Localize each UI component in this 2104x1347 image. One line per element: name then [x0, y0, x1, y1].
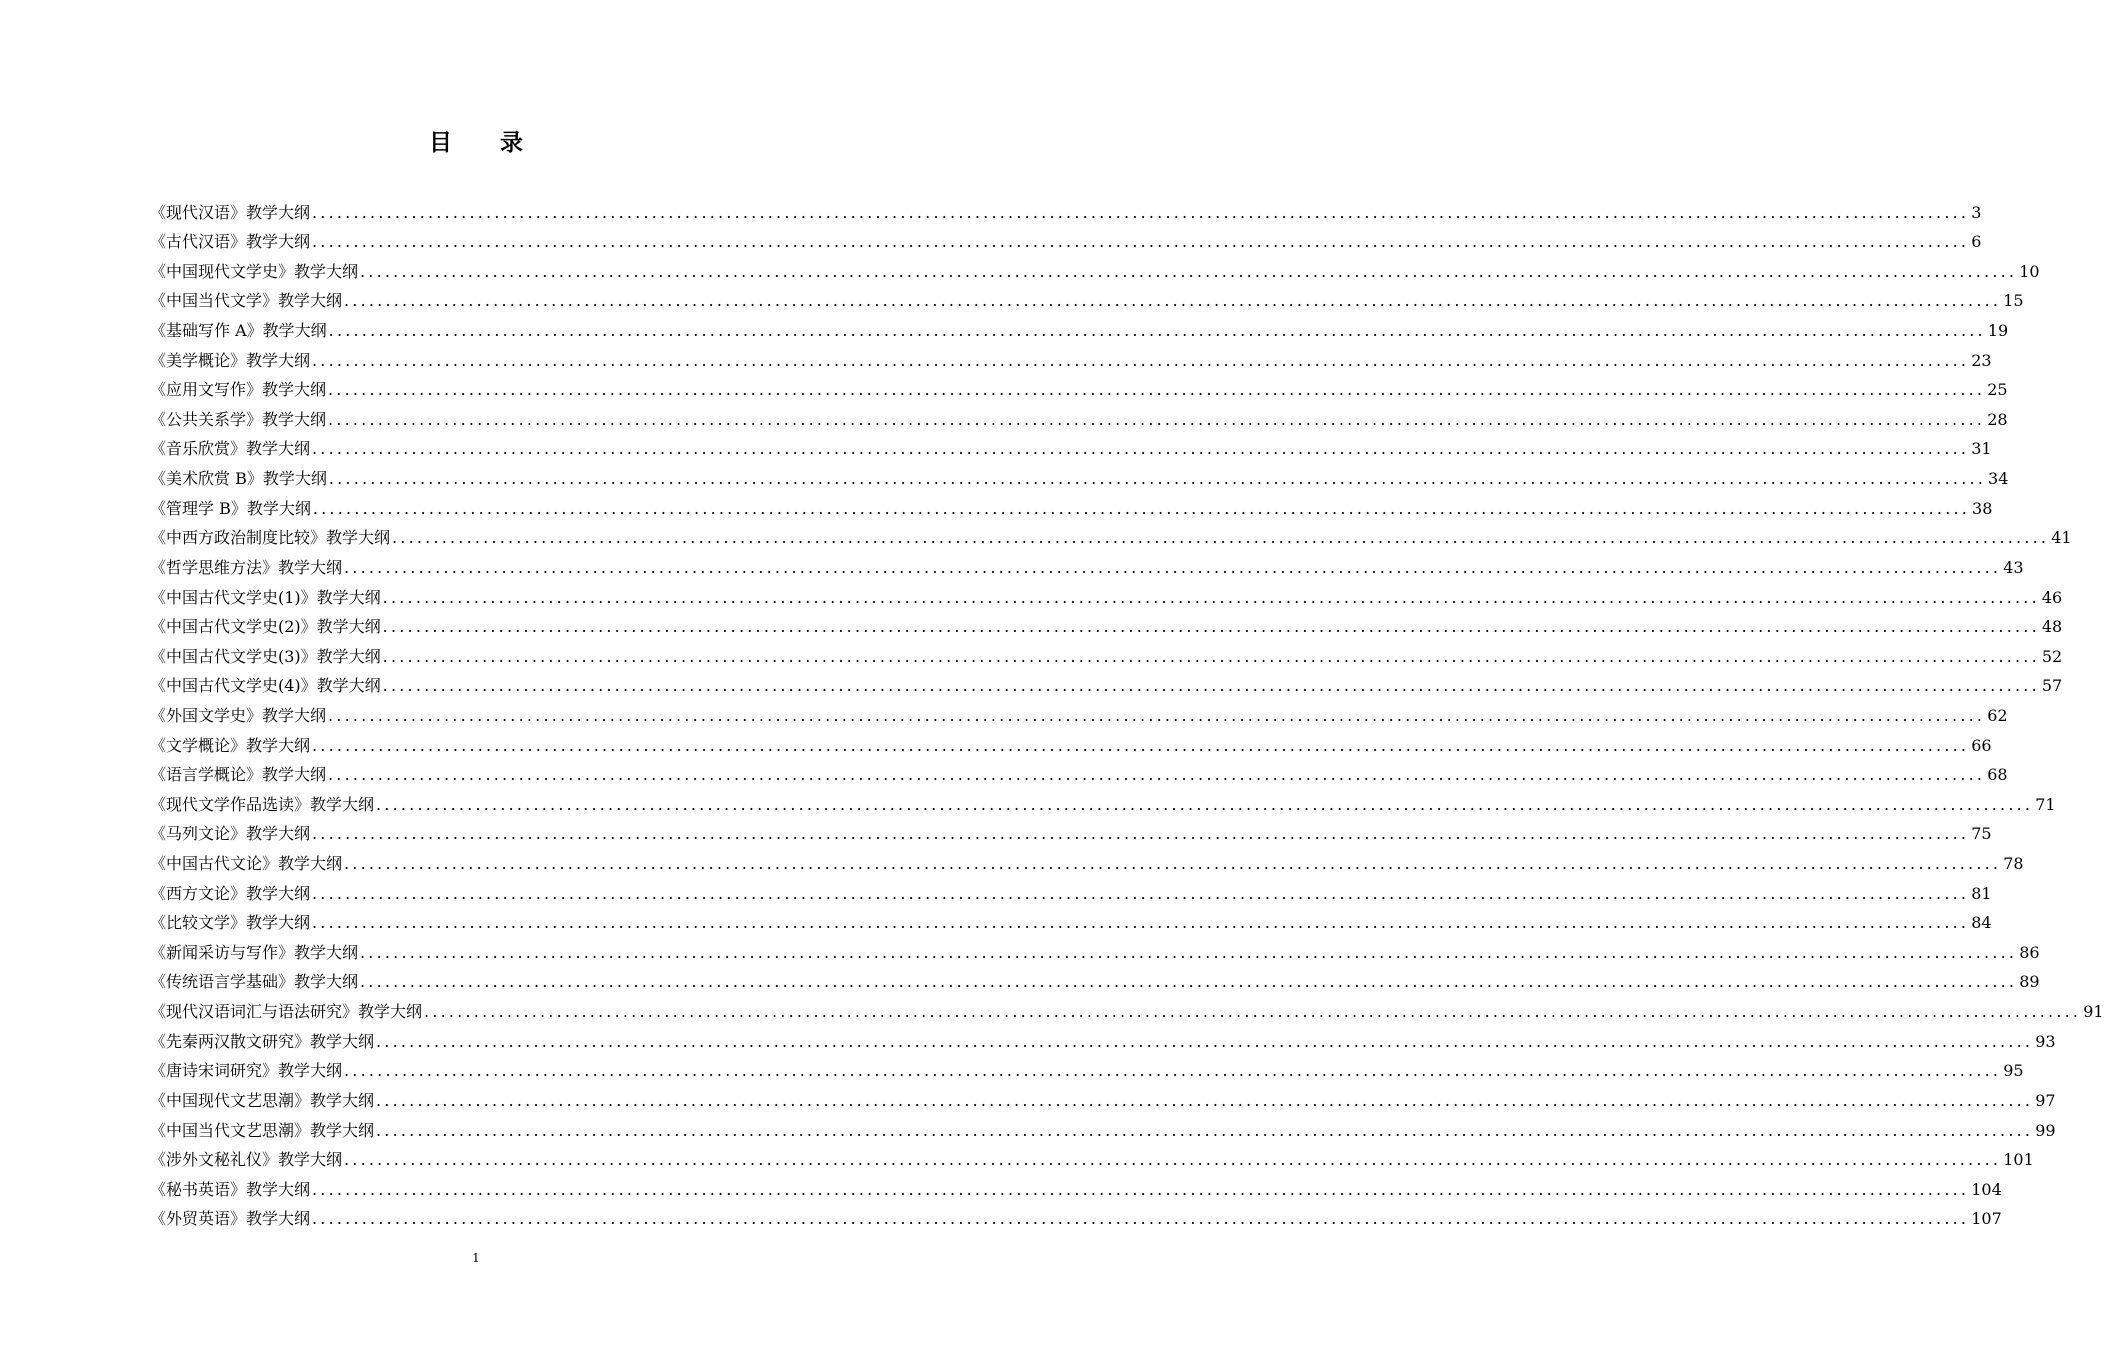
dot-leader: ........................................................................................................................................................................................................: [328, 321, 1986, 341]
dot-leader: ........................................................................................................................................................................................................: [344, 557, 2002, 577]
toc-entry[interactable]: [150, 1111, 2056, 1141]
dot-leader: ........................................................................................................................................................................................................: [360, 972, 2018, 992]
dot-leader: ........................................................................................................................................................................................................: [360, 261, 2018, 281]
dot-leader: ........................................................................................................................................................................................................: [312, 735, 1970, 755]
toc-entry[interactable]: [150, 1200, 2002, 1230]
toc-entry-label: 《美学概论》教学大纲: [150, 350, 311, 370]
toc-entry-label: 《现代汉语词汇与语法研究》教学大纲: [150, 1002, 423, 1022]
toc-entry[interactable]: [150, 193, 1982, 223]
dot-leader: ........................................................................................................................................................................................................: [312, 1209, 1970, 1229]
toc-entry[interactable]: [150, 608, 2063, 638]
toc-entry[interactable]: [150, 400, 2008, 430]
toc-entry-label: 《马列文论》教学大纲: [150, 824, 311, 844]
toc-entry-label: 《唐诗宋词研究》教学大纲: [150, 1061, 343, 1081]
dot-leader: ........................................................................................................................................................................................................: [312, 350, 1970, 370]
toc-entry-page-number: 41: [2051, 528, 2072, 548]
page-number: 1: [472, 1251, 480, 1265]
dot-leader: ........................................................................................................................................................................................................: [382, 587, 2040, 607]
table-of-contents: [150, 193, 2104, 1229]
toc-entry-label: 《中国现代文艺思潮》教学大纲: [150, 1090, 375, 1110]
toc-entry[interactable]: [150, 815, 1992, 845]
toc-entry-page-number: 91: [2083, 1002, 2104, 1022]
dot-leader: ........................................................................................................................................................................................................: [312, 883, 1970, 903]
toc-entry-label: 《中国古代文学史(4)》教学大纲: [150, 676, 381, 696]
dot-leader: ........................................................................................................................................................................................................: [312, 232, 1970, 252]
dot-leader: ........................................................................................................................................................................................................: [382, 646, 2040, 666]
toc-entry-page-number: 52: [2041, 646, 2063, 666]
toc-entry[interactable]: [150, 756, 2008, 786]
toc-entry-page-number: 89: [2019, 972, 2040, 992]
dot-leader: ........................................................................................................................................................................................................: [344, 291, 2002, 311]
dot-leader: ........................................................................................................................................................................................................: [328, 380, 1986, 400]
toc-entry-label: 《公共关系学》教学大纲: [150, 409, 327, 429]
toc-entry-page-number: 107: [1971, 1209, 2002, 1229]
toc-entry-page-number: 75: [1971, 824, 1992, 844]
toc-entry[interactable]: [150, 785, 2056, 815]
toc-entry-page-number: 6: [1971, 232, 1982, 252]
toc-entry-page-number: 10: [2019, 261, 2040, 281]
toc-entry-label: 《语言学概论》教学大纲: [150, 765, 327, 785]
toc-entry-label: 《基础写作 A》教学大纲: [150, 321, 327, 341]
toc-entry-page-number: 84: [1971, 913, 1992, 933]
toc-entry-page-number: 81: [1971, 883, 1992, 903]
toc-entry-label: 《传统语言学基础》教学大纲: [150, 972, 359, 992]
toc-entry[interactable]: [150, 933, 2040, 963]
toc-entry[interactable]: [150, 519, 2072, 549]
toc-entry-label: 《文学概论》教学大纲: [150, 735, 311, 755]
toc-entry[interactable]: [150, 282, 2024, 312]
toc-entry-page-number: 86: [2019, 942, 2040, 962]
dot-leader: ........................................................................................................................................................................................................: [376, 1031, 2034, 1051]
dot-leader: ........................................................................................................................................................................................................: [376, 1120, 2034, 1140]
dot-leader: ........................................................................................................................................................................................................: [328, 409, 1986, 429]
toc-entry-label: 《先秦两汉散文研究》教学大纲: [150, 1031, 375, 1051]
toc-entry[interactable]: [150, 963, 2040, 993]
toc-entry-label: 《中西方政治制度比较》教学大纲: [150, 528, 391, 548]
toc-entry-page-number: 78: [2003, 854, 2024, 874]
toc-entry[interactable]: [150, 904, 1992, 934]
dot-leader: ........................................................................................................................................................................................................: [392, 528, 2050, 548]
toc-entry[interactable]: [150, 578, 2063, 608]
toc-entry[interactable]: [150, 992, 2104, 1022]
toc-entry-page-number: 19: [1987, 321, 2009, 341]
toc-entry-page-number: 62: [1987, 705, 2008, 725]
toc-entry-page-number: 57: [2041, 676, 2063, 696]
toc-entry-page-number: 99: [2035, 1120, 2056, 1140]
toc-entry[interactable]: [150, 311, 2009, 341]
toc-entry-page-number: 15: [2003, 291, 2024, 311]
toc-entry[interactable]: [150, 459, 2009, 489]
dot-leader: ........................................................................................................................................................................................................: [344, 854, 2002, 874]
toc-entry[interactable]: [150, 1022, 2056, 1052]
toc-entry-label: 《新闻采访与写作》教学大纲: [150, 942, 359, 962]
toc-entry[interactable]: [150, 371, 2008, 401]
toc-entry-page-number: 97: [2035, 1090, 2056, 1110]
toc-entry-label: 《管理学 B》教学大纲: [150, 498, 311, 518]
dot-leader: ........................................................................................................................................................................................................: [360, 942, 2018, 962]
toc-entry-label: 《中国当代文学》教学大纲: [150, 291, 343, 311]
toc-entry-page-number: 23: [1971, 350, 1992, 370]
toc-entry-label: 《现代文学作品选读》教学大纲: [150, 794, 375, 814]
toc-entry-label: 《中国古代文学史(1)》教学大纲: [150, 587, 381, 607]
toc-entry-label: 《哲学思维方法》教学大纲: [150, 557, 343, 577]
toc-entry-page-number: 3: [1971, 202, 1982, 222]
toc-entry-page-number: 71: [2035, 794, 2056, 814]
toc-entry[interactable]: [150, 696, 2008, 726]
toc-entry-label: 《应用文写作》教学大纲: [150, 380, 327, 400]
dot-leader: ........................................................................................................................................................................................................: [312, 202, 1970, 222]
dot-leader: ........................................................................................................................................................................................................: [312, 824, 1970, 844]
toc-entry[interactable]: [150, 874, 1992, 904]
toc-entry-label: 《外国文学史》教学大纲: [150, 705, 327, 725]
toc-entry[interactable]: [150, 844, 2024, 874]
dot-leader: ........................................................................................................................................................................................................: [328, 469, 1987, 489]
toc-entry-page-number: 31: [1971, 439, 1992, 459]
toc-entry-label: 《现代汉语》教学大纲: [150, 202, 311, 222]
toc-entry-label: 《中国古代文学史(2)》教学大纲: [150, 617, 381, 637]
toc-entry[interactable]: [150, 1052, 2024, 1082]
dot-leader: ........................................................................................................................................................................................................: [382, 676, 2040, 696]
toc-entry-label: 《中国当代文艺思潮》教学大纲: [150, 1120, 375, 1140]
toc-entry[interactable]: [150, 430, 1992, 460]
toc-entry-label: 《外贸英语》教学大纲: [150, 1209, 311, 1229]
dot-leader: ........................................................................................................................................................................................................: [376, 794, 2034, 814]
toc-entry-page-number: 28: [1987, 409, 2008, 429]
dot-leader: ........................................................................................................................................................................................................: [312, 498, 1971, 518]
toc-entry-page-number: 34: [1988, 469, 2009, 489]
toc-entry-page-number: 66: [1971, 735, 1992, 755]
toc-entry[interactable]: [150, 1081, 2056, 1111]
toc-entry[interactable]: [150, 489, 1993, 519]
toc-entry-page-number: 101: [2003, 1150, 2034, 1170]
page-title: 目 录: [428, 130, 543, 156]
toc-entry-page-number: 46: [2041, 587, 2063, 607]
toc-entry-label: 《西方文论》教学大纲: [150, 883, 311, 903]
toc-entry[interactable]: [150, 1141, 2034, 1171]
toc-entry[interactable]: [150, 341, 1992, 371]
toc-entry-page-number: 93: [2035, 1031, 2056, 1051]
dot-leader: ........................................................................................................................................................................................................: [376, 1090, 2034, 1110]
dot-leader: ........................................................................................................................................................................................................: [312, 439, 1970, 459]
toc-entry-label: 《涉外文秘礼仪》教学大纲: [150, 1150, 343, 1170]
toc-entry-label: 《中国古代文学史(3)》教学大纲: [150, 646, 381, 666]
toc-entry[interactable]: [150, 637, 2063, 667]
toc-entry-page-number: 95: [2003, 1061, 2024, 1081]
dot-leader: ........................................................................................................................................................................................................: [328, 705, 1986, 725]
toc-entry[interactable]: [150, 252, 2040, 282]
dot-leader: ........................................................................................................................................................................................................: [344, 1061, 2002, 1081]
dot-leader: ........................................................................................................................................................................................................: [312, 913, 1970, 933]
toc-entry-label: 《秘书英语》教学大纲: [150, 1179, 311, 1199]
toc-entry[interactable]: [150, 726, 1992, 756]
toc-entry-page-number: 38: [1972, 498, 1993, 518]
toc-entry-label: 《中国古代文论》教学大纲: [150, 854, 343, 874]
toc-entry-label: 《古代汉语》教学大纲: [150, 232, 311, 252]
toc-entry-page-number: 68: [1987, 765, 2008, 785]
toc-entry-label: 《比较文学》教学大纲: [150, 913, 311, 933]
toc-entry[interactable]: [150, 223, 1982, 253]
toc-entry[interactable]: [150, 548, 2024, 578]
dot-leader: ........................................................................................................................................................................................................: [328, 765, 1986, 785]
toc-entry-page-number: 48: [2041, 617, 2063, 637]
toc-entry[interactable]: [150, 667, 2063, 697]
toc-entry[interactable]: [150, 1170, 2002, 1200]
toc-entry-label: 《中国现代文学史》教学大纲: [150, 261, 359, 281]
toc-entry-page-number: 43: [2003, 557, 2024, 577]
toc-entry-label: 《音乐欣赏》教学大纲: [150, 439, 311, 459]
toc-entry-page-number: 25: [1987, 380, 2008, 400]
dot-leader: ........................................................................................................................................................................................................: [382, 617, 2040, 637]
dot-leader: ........................................................................................................................................................................................................: [344, 1150, 2002, 1170]
toc-entry-label: 《美术欣赏 B》教学大纲: [150, 469, 327, 489]
dot-leader: ........................................................................................................................................................................................................: [424, 1002, 2082, 1022]
dot-leader: ........................................................................................................................................................................................................: [312, 1179, 1970, 1199]
toc-entry-page-number: 104: [1971, 1179, 2002, 1199]
